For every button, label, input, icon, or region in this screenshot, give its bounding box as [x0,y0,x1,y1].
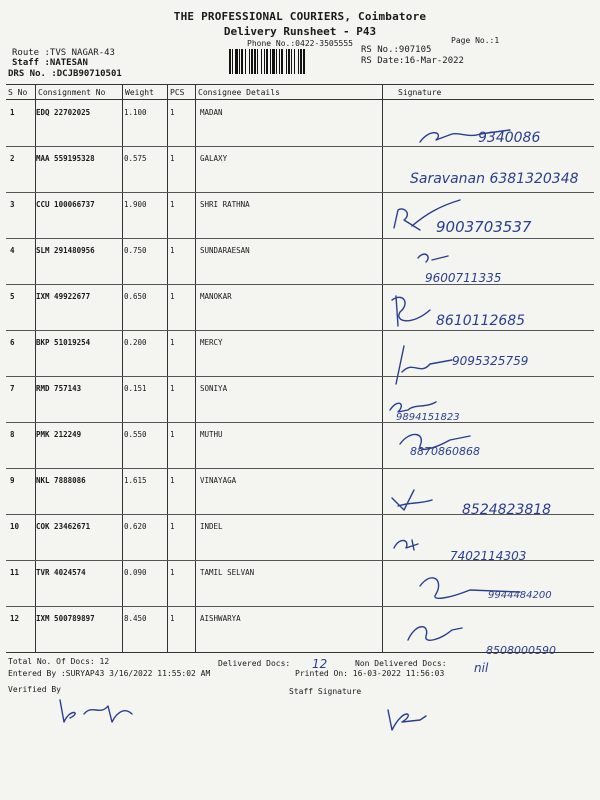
consignment-no: EDQ 22702025 [36,108,91,117]
sig-number: 7402114303 [450,549,527,563]
phone-number: Phone No.:0422-3505555 [247,39,353,48]
consignment-no: IXM 500789897 [36,614,95,623]
weight: 0.620 [124,522,147,531]
rs-date: RS Date:16-Mar-2022 [361,56,464,66]
verified-by-label: Verified By [8,685,61,694]
sig-number: Saravanan 6381320348 [410,171,579,187]
consignment-no: PMK 212249 [36,430,82,439]
page-number: Page No.:1 [451,36,500,45]
row-sno: 12 [10,614,20,623]
row-sno: 8 [10,430,15,439]
pcs: 1 [170,292,175,301]
signature-row-4 [418,254,501,285]
entered-by: Entered By :SURYAP43 3/16/2022 11:55:02 AM [8,669,211,678]
printed-on: Printed On: 16-03-2022 11:56:03 [295,669,445,678]
consignee-name: SUNDARAESAN [200,246,250,255]
rs-number: RS No.:907105 [361,45,432,55]
consignment-no: TVR 4024574 [36,568,86,577]
signature-row-1 [420,130,540,146]
signature-row-2 [410,171,579,187]
weight: 0.650 [124,292,147,301]
col-header-weight: Weight [125,88,154,97]
consignee-name: MUTHU [200,430,223,439]
staff-field: Staff :NATESAN [12,58,88,68]
consignment-no: RMD 757143 [36,384,82,393]
consignment-no: SLM 291480956 [36,246,95,255]
row-sno: 9 [10,476,15,485]
weight: 8.450 [124,614,147,623]
sig-number: 9340086 [478,130,541,146]
drs-number: DRS No. :DCJB90710501 [8,69,122,79]
consignee-name: AISHWARYA [200,614,241,623]
consignee-name: SONIYA [200,384,228,393]
pcs: 1 [170,246,175,255]
table-bottom-rule [6,652,594,653]
signature-row-11 [420,578,552,601]
weight: 0.200 [124,338,147,347]
col-header-signature: Signature [398,88,442,97]
sig-number: 9894151823 [396,412,460,423]
consignee-name: INDEL [200,522,223,531]
non-delivered-docs-label: Non Delivered Docs: [355,659,447,668]
signature-row-10 [394,540,526,563]
sig-number: 9600711335 [425,271,502,285]
consignee-name: TAMIL SELVAN [200,568,255,577]
row-sno: 2 [10,154,15,163]
consignee-name: MADAN [200,108,223,117]
runsheet-title: Delivery Runsheet - P43 [223,25,377,38]
sig-number: 9944484200 [488,590,552,601]
row-sno: 7 [10,384,15,393]
sig-number: 8610112685 [436,313,526,329]
row-sno: 4 [10,246,15,255]
pcs: 1 [170,200,175,209]
non-delivered-docs-value: nil [474,661,489,675]
consignment-no: NKL 7888086 [36,476,86,485]
total-docs: Total No. Of Docs: 12 [8,657,110,666]
signature-row-9 [392,490,551,518]
consignment-no: BKP 51019254 [36,338,91,347]
pcs: 1 [170,568,175,577]
route-field: Route :TVS NAGAR-43 [12,48,115,58]
consignee-name: GALAXY [200,154,228,163]
staff-signature-mark [388,710,426,730]
pcs: 1 [170,108,175,117]
weight: 1.900 [124,200,147,209]
weight: 0.575 [124,154,147,163]
row-sno: 11 [10,568,20,577]
signature-row-7 [390,402,460,423]
col-header-consignment: Consignment No [38,88,106,97]
staff-signature-label: Staff Signature [289,687,362,696]
consignment-no: CCU 100066737 [36,200,95,209]
row-sno: 6 [10,338,15,347]
delivered-docs-value: 12 [312,657,328,671]
col-header-pcs: PCS [170,88,185,97]
consignee-name: VINAYAGA [200,476,237,485]
non-delivered-docs-handwritten [474,661,489,675]
pcs: 1 [170,384,175,393]
pcs: 1 [170,476,175,485]
sig-number: 9003703537 [436,218,532,236]
col-header-consignee: Consignee Details [198,88,280,97]
row-sno: 10 [10,522,20,531]
delivered-docs-label: Delivered Docs: [218,659,291,668]
sig-number: 8524823818 [462,502,552,518]
weight: 0.151 [124,384,147,393]
company-title: THE PROFESSIONAL COURIERS, Coimbatore [173,10,427,23]
pcs: 1 [170,154,175,163]
weight: 0.090 [124,568,147,577]
weight: 1.100 [124,108,147,117]
pcs: 1 [170,614,175,623]
row-sno: 5 [10,292,15,301]
pcs: 1 [170,430,175,439]
signature-row-5 [392,296,525,329]
pcs: 1 [170,338,175,347]
sig-number: 8870860868 [410,445,480,458]
signature-row-8 [400,434,480,458]
col-header-sno: S No [8,88,28,97]
signature-row-6 [396,346,528,384]
consignee-name: MERCY [200,338,223,347]
consignment-no: IXM 49922677 [36,292,91,301]
row-sno: 3 [10,200,15,209]
verified-by-signature [60,700,132,722]
weight: 0.750 [124,246,147,255]
sig-number: 9095325759 [452,354,529,368]
signature-row-3 [394,200,532,236]
pcs: 1 [170,522,175,531]
weight: 0.550 [124,430,147,439]
sig-number: 8508000590 [486,644,556,657]
consignee-name: MANOKAR [200,292,232,301]
consignment-no: MAA 559195328 [36,154,95,163]
consignee-name: SHRI RATHNA [200,200,250,209]
consignment-no: COK 23462671 [36,522,91,531]
weight: 1.615 [124,476,147,485]
row-sno: 1 [10,108,15,117]
